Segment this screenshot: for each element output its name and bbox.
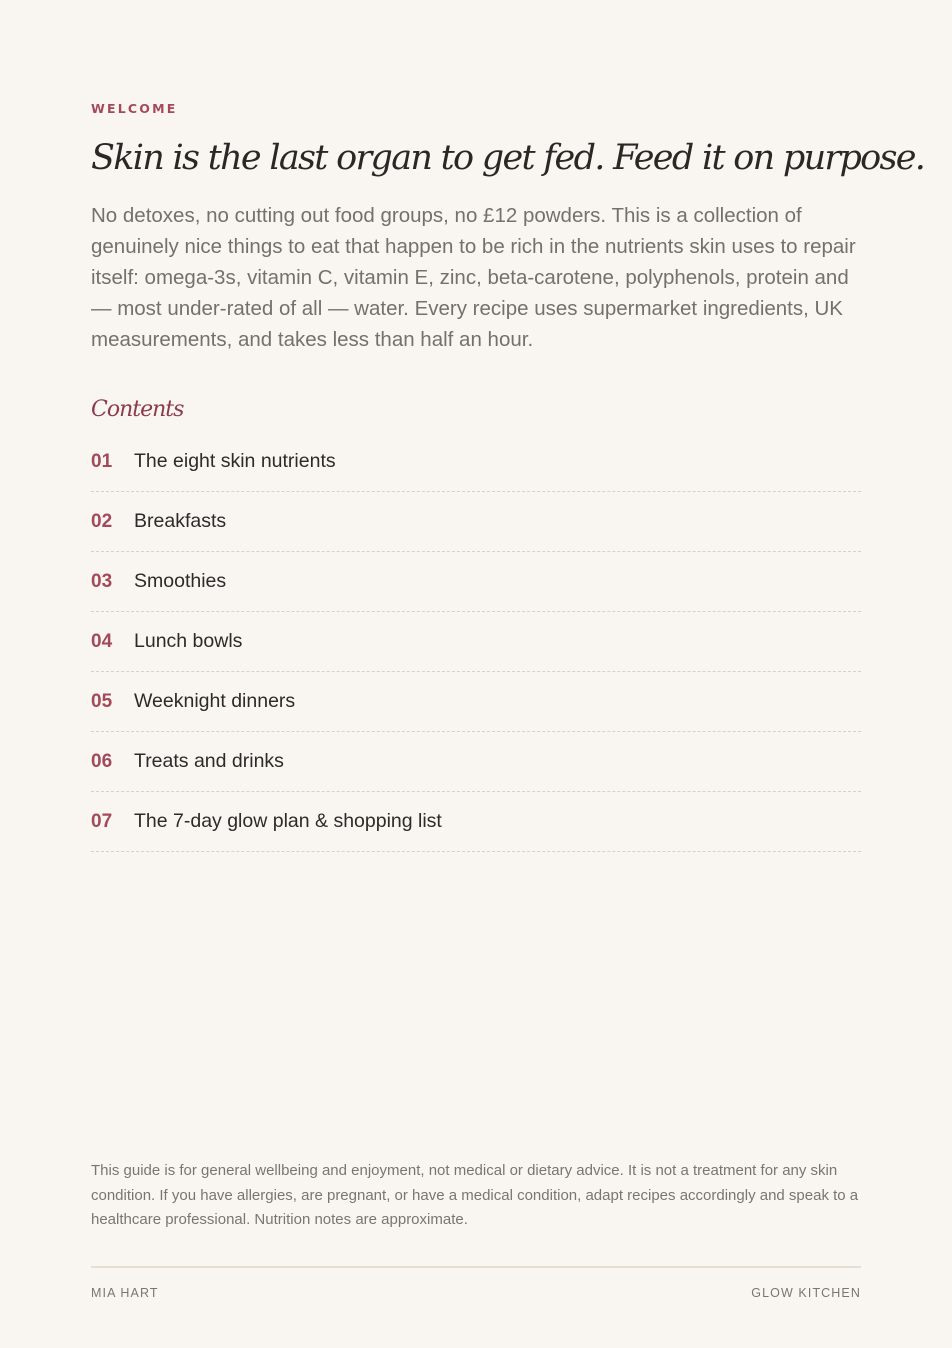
toc-item-label: Smoothies [134,570,227,592]
table-of-contents [91,432,861,852]
footer-author: MIA HART [91,1286,159,1300]
toc-item-number: 03 [91,570,113,592]
footer-brand: GLOW KITCHEN [751,1286,861,1300]
toc-item-nutrients[interactable] [91,432,861,492]
toc-item-number: 04 [91,630,113,652]
toc-item-label: Breakfasts [134,510,227,532]
toc-item-number: 05 [91,690,113,712]
toc-item-glow-plan[interactable] [91,792,861,852]
toc-item-number: 01 [91,450,113,472]
toc-item-label: The eight skin nutrients [134,450,336,472]
disclaimer-text: This guide is for general wellbeing and enjoyment, not medical or dietary advice. It is not a treatment for any skin condition. If you have allergies, are pregnant, or have a medical condition, adapt recipes accordingly and speak to a healthcare professional. Nutrition notes are approximate. [91,1162,859,1228]
guide-page [91,0,925,1348]
toc-item-number: 02 [91,510,113,532]
contents-heading: Contents [91,397,184,422]
toc-item-number: 06 [91,750,113,772]
toc-item-treats-drinks[interactable] [91,732,861,792]
intro-paragraph: No detoxes, no cutting out food groups, no £12 powders. This is a collection of genuinely nice things to eat that happen to be rich in the nutrients skin uses to repair itself: omega-3s, vitamin C, vitamin E, zinc, beta-carotene, polyphenols, protein and — most under-rated of all — water. Every recipe uses supermarket ingredients, UK measurements, and takes less than half an hour. [91,204,856,351]
toc-item-breakfasts[interactable] [91,492,861,552]
toc-item-lunch-bowls[interactable] [91,612,861,672]
toc-item-smoothies[interactable] [91,552,861,612]
toc-item-label: Treats and drinks [134,750,284,772]
section-eyebrow: WELCOME [91,101,178,116]
toc-item-weeknight-dinners[interactable] [91,672,861,732]
page-footer [91,1266,861,1300]
toc-item-number: 07 [91,810,113,832]
toc-item-label: Weeknight dinners [134,690,296,712]
page-title: Skin is the last organ to get fed. Feed it on purpose. [91,138,925,178]
toc-item-label: The 7-day glow plan & shopping list [134,810,442,832]
toc-item-label: Lunch bowls [134,630,243,652]
